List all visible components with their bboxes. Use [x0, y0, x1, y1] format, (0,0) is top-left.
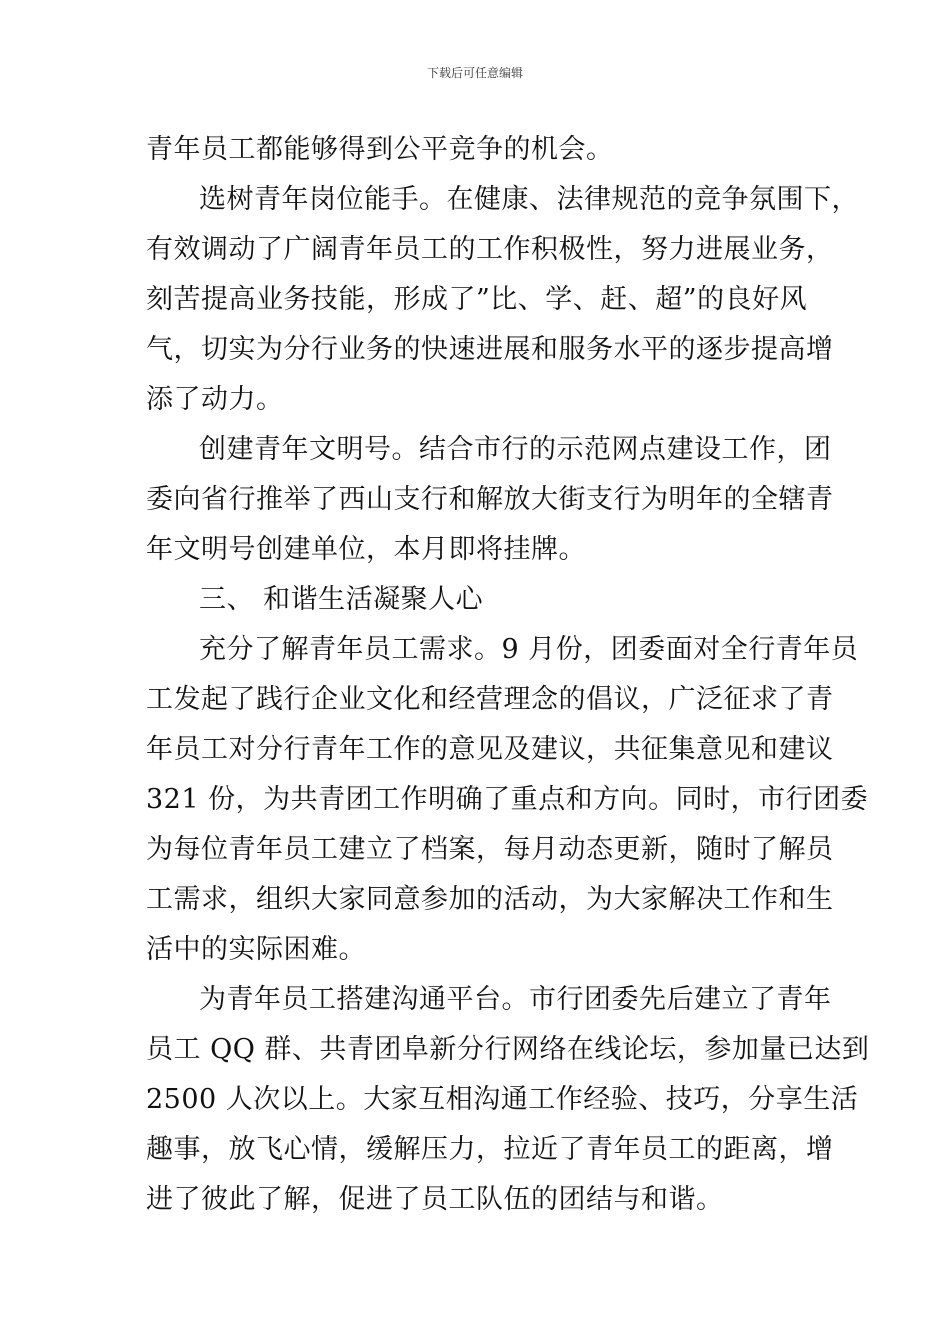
body-line: 委向省行推举了西山支行和解放大街支行为明年的全辖青 — [146, 484, 834, 515]
body-line: 工需求，组织大家同意参加的活动，为大家解决工作和生 — [146, 884, 834, 915]
body-line: 有效调动了广阔青年员工的工作积极性，努力进展业务， — [146, 234, 834, 265]
body-line: 青年员工都能够得到公平竞争的机会。 — [146, 134, 614, 165]
paragraph-start-line: 为青年员工搭建沟通平台。市行团委先后建立了青年 — [199, 984, 832, 1015]
body-line: 添了动力。 — [146, 384, 284, 415]
body-line: 工发起了践行企业文化和经营理念的倡议，广泛征求了青 — [146, 684, 834, 715]
body-line: 活中的实际困难。 — [146, 934, 366, 965]
section-heading: 三、 和谐生活凝聚人心 — [199, 584, 484, 615]
body-line: 年文明号创建单位，本月即将挂牌。 — [146, 534, 586, 565]
body-line: 2500 人次以上。大家互相沟通工作经验、技巧，分享生活 — [146, 1084, 859, 1115]
body-line: 员工 QQ 群、共青团阜新分行网络在线论坛，参加量已达到 — [146, 1034, 870, 1065]
paragraph-start-line: 创建青年文明号。结合市行的示范网点建设工作，团 — [199, 434, 832, 465]
body-line: 年员工对分行青年工作的意见及建议，共征集意见和建议 — [146, 734, 834, 765]
body-line: 刻苦提高业务技能，形成了”比、学、赶、超”的良好风 — [146, 284, 808, 315]
page-header-note: 下载后可任意编辑 — [426, 66, 523, 80]
body-line: 为每位青年员工建立了档案，每月动态更新，随时了解员 — [146, 834, 834, 865]
paragraph-start-line: 选树青年岗位能手。在健康、法律规范的竞争氛围下， — [199, 184, 859, 215]
body-line: 321 份，为共青团工作明确了重点和方向。同时，市行团委 — [146, 784, 869, 815]
body-line: 进了彼此了解，促进了员工队伍的团结与和谐。 — [146, 1184, 724, 1215]
body-line: 气，切实为分行业务的快速进展和服务水平的逐步提高增 — [146, 334, 834, 365]
paragraph-start-line: 充分了解青年员工需求。9 月份，团委面对全行青年员 — [199, 634, 859, 665]
body-line: 趣事，放飞心情，缓解压力，拉近了青年员工的距离，增 — [146, 1134, 834, 1165]
